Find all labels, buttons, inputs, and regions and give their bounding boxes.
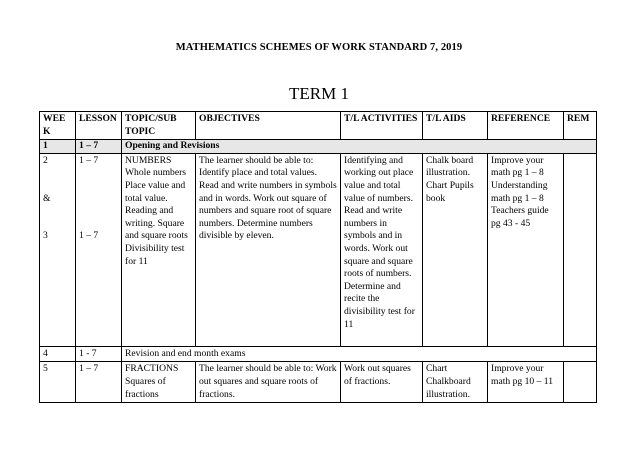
row4-reference: Improve your math pg 10 – 11 [488,362,564,403]
row2-aids: Chalk board illustration. Chart Pupils book [423,153,488,346]
row4-week: 5 [40,362,76,403]
row2-reference: Improve your math pg 1 – 8 Understanding math pg 1 – 8 Teachers guide pg 43 - 45 [488,153,564,346]
row2-week-b: 3 [43,230,48,242]
header-topic: TOPIC/SUB TOPIC [122,112,196,140]
header-aids: T/L AIDS [423,112,488,140]
row3-lesson: 1 - 7 [76,346,122,362]
table-row [40,346,597,362]
term-title: TERM 1 [289,84,349,103]
row4-aids: Chart Chalkboard illustration. [423,362,488,403]
header-activities: T/L ACTIVITIES [341,112,423,140]
row2-rem [564,153,597,346]
row2-objectives: The learner should be able to: Identify place and total values. Read and write numbers in symbols and in words. Work out square of numbers and square root of square numbers. Determine numbers divisible by eleven. [196,153,341,346]
row2-lesson-a: 1 – 7 [79,154,99,166]
table-header-row [40,112,597,140]
row4-rem [564,362,597,403]
table-row [40,362,597,403]
header-objectives: OBJECTIVES [196,112,341,140]
row4-topic: FRACTIONS Squares of fractions [122,362,196,403]
row4-objectives: The learner should be able to: Work out squares and square roots of fractions. [196,362,341,403]
document-title: MATHEMATICS SCHEMES OF WORK STANDARD 7, 2019 [175,42,463,53]
row2-lesson [76,153,122,346]
row1-lesson: 1 – 7 [76,140,122,154]
table-row [40,140,597,154]
row2-week [40,153,76,346]
row2-week-amp: & [43,192,51,204]
table-row [40,153,597,346]
row3-week: 4 [40,346,76,362]
header-reference: REFERENCE [488,112,564,140]
scheme-of-work-table [39,111,597,403]
row2-topic: NUMBERS Whole numbers Place value and total value. Reading and writing. Square and square roots Divisibility test for 11 [122,153,196,346]
header-week: WEEK [40,112,76,140]
row1-week: 1 [40,140,76,154]
header-lesson: LESSON [76,112,122,140]
header-rem: REM [564,112,597,140]
row4-lesson: 1 – 7 [76,362,122,403]
row2-week-a: 2 [43,154,48,166]
row3-span: Revision and end month exams [122,346,597,362]
row1-span: Opening and Revisions [122,140,597,154]
row4-activities: Work out squares of fractions. [341,362,423,403]
row2-lesson-b: 1 – 7 [79,230,99,242]
row2-activities: Identifying and working out place value and total value of numbers. Read and write numbers in symbols and in words. Work out square and square roots of numbers. Determine and recite the divisibility test for 11 [341,153,423,346]
